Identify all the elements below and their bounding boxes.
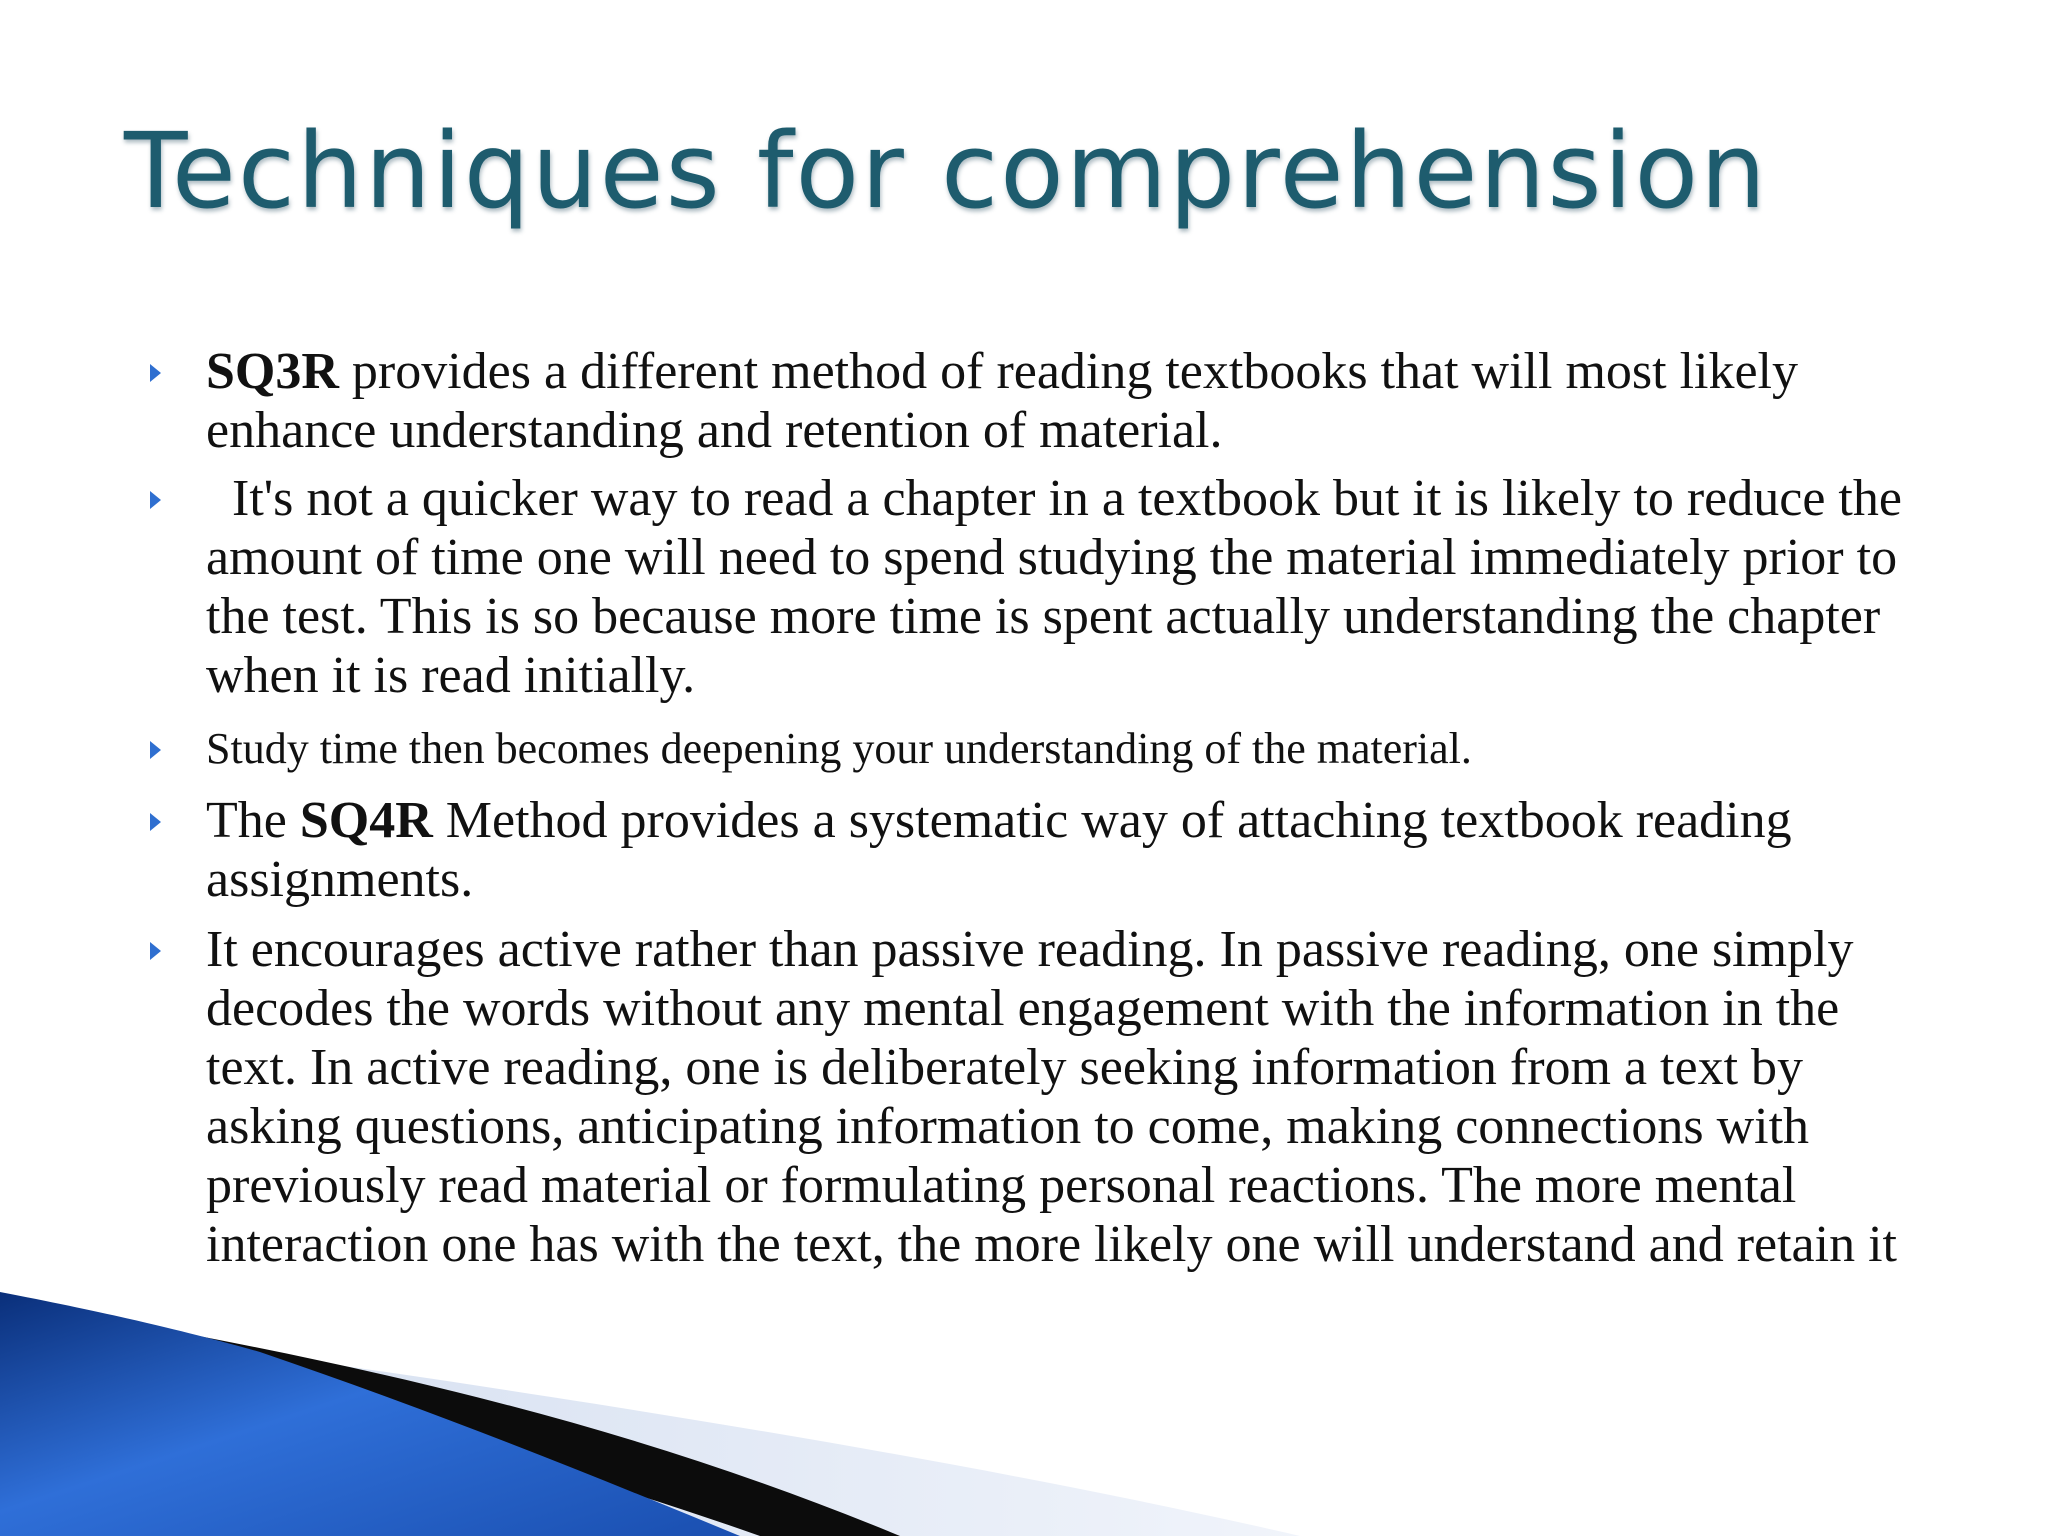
bold-term-sq4r: SQ4R bbox=[299, 792, 433, 849]
bullet-text bbox=[206, 791, 1940, 909]
bullet-item-sq3r bbox=[0, 342, 1940, 460]
bullet-text-post: Method provides a systematic way of attaching textbook reading assignments. bbox=[206, 792, 1792, 908]
bullet-text bbox=[206, 469, 1940, 705]
bullet-text: It encourages active rather than passive reading. In passive reading, one simply decodes the words without any mental engagement with the information in the text. In active reading, one is deliberately seeking information from a text by asking questions, anticipating information to come, making connections with previously read material or formulating personal reactions. The more mental interaction one has with the text, the more likely one will understand and retain it bbox=[206, 921, 1897, 1273]
pale-swoosh-band bbox=[0, 1318, 1300, 1536]
bullet-list bbox=[0, 342, 2048, 1274]
slide-title: Techniques for comprehension bbox=[124, 110, 1768, 232]
blue-swoosh-band bbox=[0, 1292, 740, 1536]
dark-swoosh-band bbox=[0, 1300, 900, 1536]
bullet-text-pre: The bbox=[206, 792, 300, 849]
bullet-arrow-icon bbox=[150, 364, 161, 382]
bullet-item-active-reading bbox=[0, 920, 1940, 1274]
bullet-item-study-time bbox=[0, 723, 1940, 775]
bullet-text: Study time then becomes deepening your understanding of the material. bbox=[206, 724, 1472, 773]
bullet-arrow-icon bbox=[150, 741, 161, 759]
bullet-item-sq4r bbox=[0, 791, 1940, 909]
bold-term-sq3r: SQ3R bbox=[206, 343, 339, 400]
bullet-arrow-icon bbox=[150, 942, 161, 960]
bullet-text bbox=[206, 342, 1940, 460]
bullet-text-body: provides a different method of reading textbooks that will most likely enhance understanding and retention of material. bbox=[206, 343, 1798, 459]
bullet-text-body: It's not a quicker way to read a chapter in a textbook but it is likely to reduce the amount of time one will need to spend studying the material immediately prior to the test. This is so because more time is spent actually understanding the chapter when it is read initially. bbox=[206, 470, 1902, 704]
bullet-arrow-icon bbox=[150, 491, 161, 509]
bullet-arrow-icon bbox=[150, 813, 161, 831]
bullet-item-not-quicker bbox=[0, 469, 1940, 705]
